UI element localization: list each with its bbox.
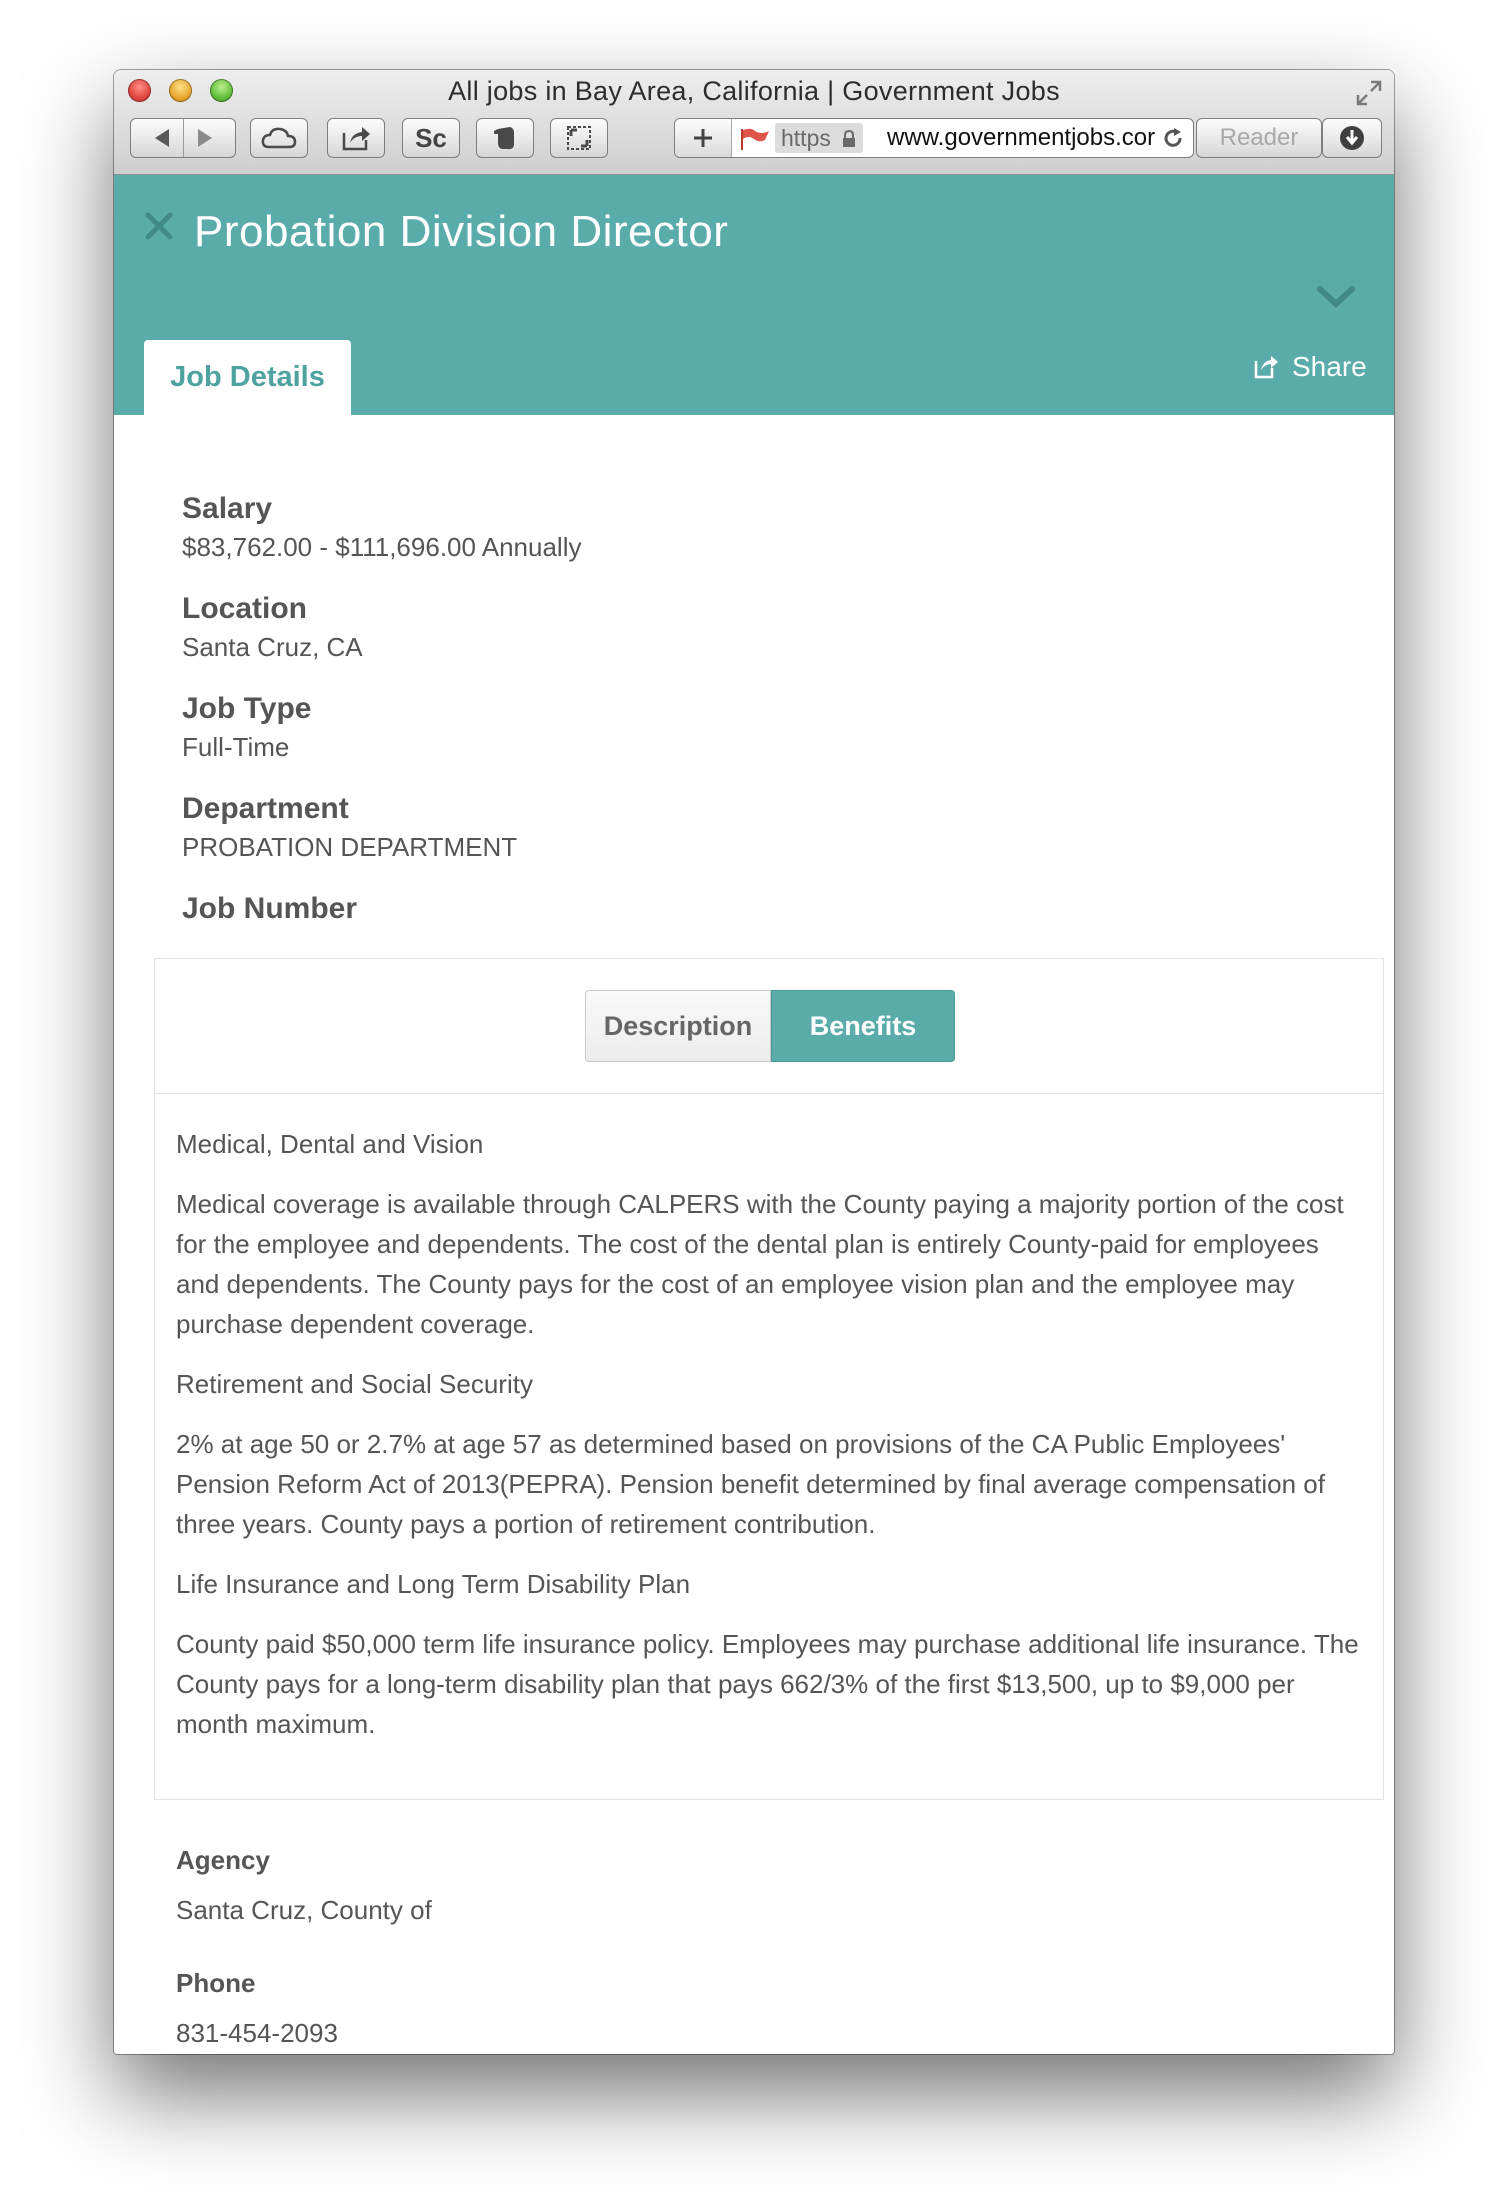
job-content-panel (154, 958, 1384, 1800)
detail-label: Location (182, 592, 307, 625)
detail-label: Salary (182, 492, 273, 525)
close-icon[interactable] (144, 211, 174, 241)
sc-extension-button[interactable]: Sc (402, 118, 460, 158)
browser-window (114, 70, 1394, 2054)
browser-toolbar (114, 70, 1394, 175)
resize-icon (563, 122, 595, 154)
detail-value: PROBATION DEPARTMENT (182, 832, 518, 862)
share-label: Share (1292, 351, 1367, 382)
evernote-button[interactable] (476, 118, 534, 158)
forward-icon[interactable] (184, 123, 224, 153)
job-header (114, 175, 1394, 415)
benefit-text: Medical coverage is available through CALPERS with the County paying a majority portion of the cost for the employee and dependents. The cost of the dental plan is entirely County-paid for employees and dependents. The County pays for the cost of an employee vision plan and the employee may purchase dependent coverage. (176, 1189, 1344, 1339)
agency-label: Agency (176, 1845, 270, 1875)
fullscreen-icon[interactable] (1354, 78, 1384, 108)
agency-value: Santa Cruz, County of (176, 1895, 432, 1925)
tab-description[interactable]: Description (585, 990, 771, 1062)
benefit-heading: Medical, Dental and Vision (176, 1129, 484, 1159)
download-icon (1337, 123, 1367, 153)
address-bar[interactable] (674, 118, 1194, 158)
benefit-heading: Retirement and Social Security (176, 1369, 533, 1399)
share-button[interactable] (1252, 347, 1367, 387)
detail-value: Full-Time (182, 732, 290, 762)
share-icon (338, 123, 374, 153)
divider (155, 1093, 1383, 1094)
share-page-button[interactable] (327, 118, 385, 158)
back-forward-group (130, 118, 236, 158)
benefits-content (176, 1124, 1366, 1764)
phone-value[interactable]: 831-454-2093 (176, 2018, 338, 2048)
icloud-tabs-button[interactable] (250, 118, 308, 158)
job-title: Probation Division Director (194, 207, 729, 256)
url-text[interactable]: www.governmentjobs.cor (887, 124, 1156, 151)
tab-job-details[interactable]: Job Details (144, 340, 351, 415)
lock-icon (841, 130, 857, 148)
https-indicator (775, 123, 863, 153)
detail-salary (182, 490, 581, 564)
url-scheme: https (781, 125, 831, 151)
detail-location (182, 590, 363, 664)
benefit-heading: Life Insurance and Long Term Disability Plan (176, 1569, 691, 1599)
window-title: All jobs in Bay Area, California | Government Jobs (448, 76, 1060, 106)
tab-benefits[interactable]: Benefits (771, 990, 955, 1062)
cloud-icon (259, 123, 299, 153)
reader-button[interactable]: Reader (1196, 118, 1322, 158)
detail-label: Department (182, 792, 349, 825)
back-icon[interactable] (143, 123, 183, 153)
detail-label: Job Type (182, 692, 312, 725)
detail-label: Job Number (182, 892, 358, 925)
resize-button[interactable] (550, 118, 608, 158)
detail-value: $83,762.00 - $111,696.00 Annually (182, 532, 582, 562)
detail-job-type (182, 690, 311, 764)
downloads-button[interactable] (1322, 118, 1382, 158)
share-icon (1252, 353, 1280, 381)
detail-value: Santa Cruz, CA (182, 632, 363, 662)
add-bookmark-button[interactable] (675, 119, 732, 157)
content-tabs (585, 990, 955, 1062)
benefit-text: 2% at age 50 or 2.7% at age 57 as determined based on provisions of the CA Public Employees' Pension Reform Act of 2013(PEPRA). Pension benefit determined by final average compensation of three years. County pays a portion of retirement contribution. (176, 1429, 1325, 1539)
phone-label: Phone (176, 1968, 256, 1998)
detail-department (182, 790, 517, 864)
benefit-text: County paid $50,000 term life insurance policy. Employees may purchase additional life insurance. The County pays for a long-term disability plan that pays 662/3% of the first $13,500, up to $9,000 per month maximum. (176, 1629, 1359, 1739)
evernote-icon (490, 123, 520, 153)
add-icon (691, 126, 715, 150)
chevron-down-icon[interactable] (1316, 283, 1356, 311)
detail-job-number (182, 890, 357, 930)
reload-icon[interactable] (1161, 126, 1185, 150)
flag-icon (739, 127, 771, 151)
